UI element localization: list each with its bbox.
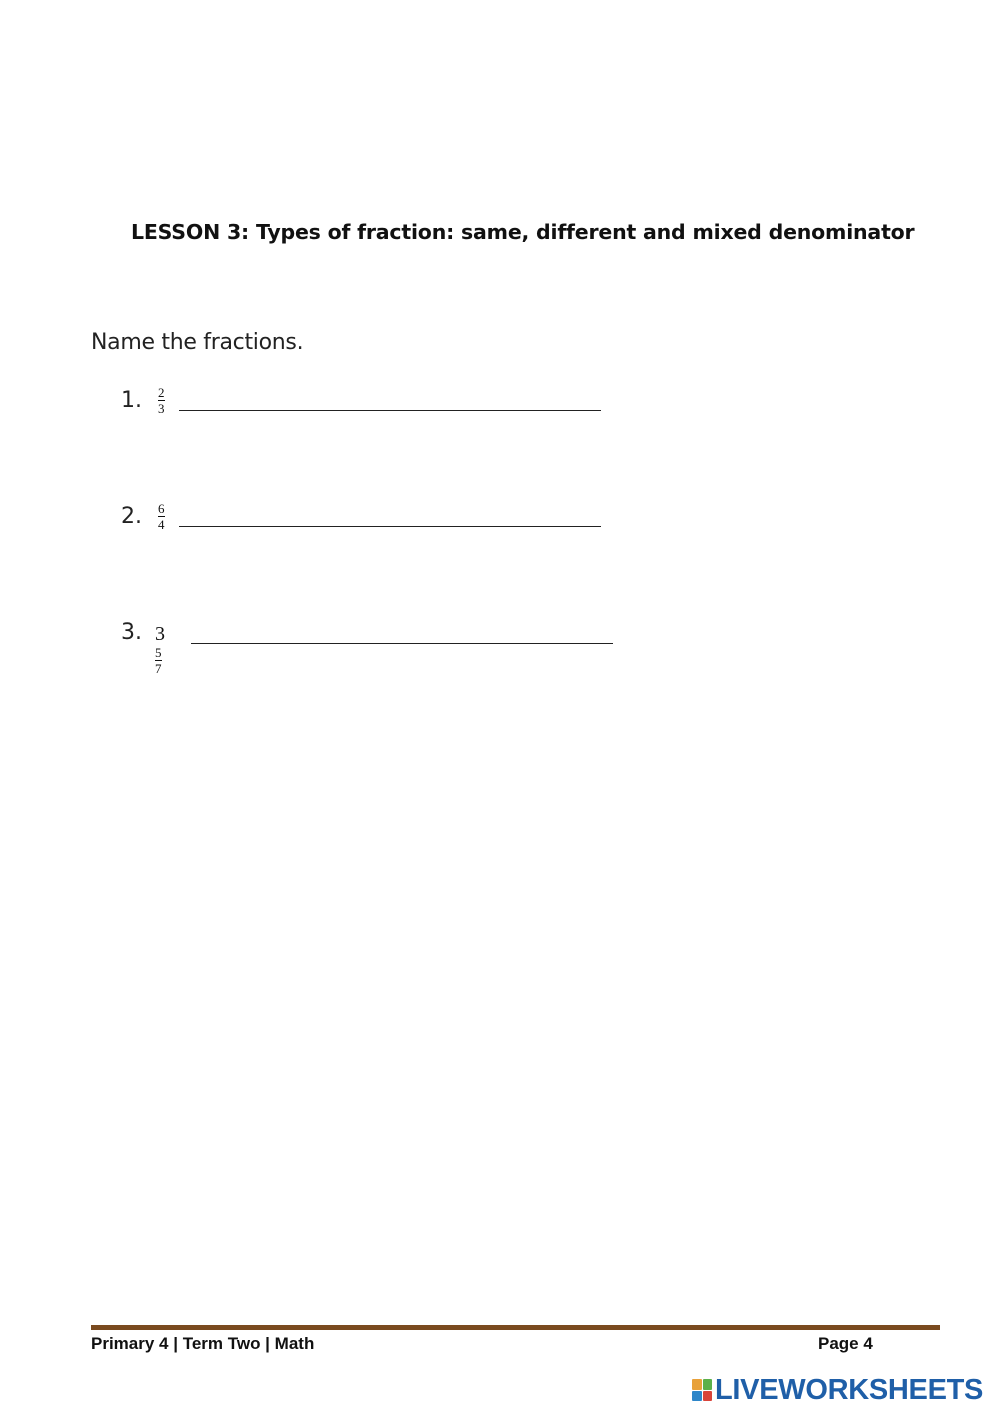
instruction-text: Name the fractions. (91, 330, 304, 355)
numerator: 5 (155, 645, 162, 660)
numerator: 6 (158, 501, 165, 516)
footer-rule (91, 1325, 940, 1330)
fraction-6-4 (158, 502, 165, 534)
page-label: Page (818, 1334, 859, 1353)
liveworksheets-logo-icon (692, 1379, 712, 1401)
answer-line-3[interactable] (191, 643, 613, 644)
fraction-2-3 (158, 386, 165, 418)
question-number: 3. (121, 620, 142, 645)
mixed-fraction-3-5-7 (155, 620, 165, 678)
denominator: 4 (158, 517, 165, 532)
answer-line-1[interactable] (179, 410, 601, 411)
question-number: 1. (121, 388, 142, 413)
denominator: 7 (155, 661, 162, 676)
numerator: 2 (158, 385, 165, 400)
liveworksheets-brand[interactable] (692, 1373, 983, 1407)
whole-number: 3 (155, 623, 165, 645)
footer-course-info: Primary 4 | Term Two | Math (91, 1334, 315, 1353)
footer-page-indicator (818, 1334, 873, 1354)
question-number: 2. (121, 504, 142, 529)
denominator: 3 (158, 401, 165, 416)
lesson-title: LESSON 3: Types of fraction: same, different and mixed denominator (131, 220, 915, 244)
answer-line-2[interactable] (179, 526, 601, 527)
page-number: 4 (863, 1334, 873, 1353)
brand-name: LIVEWORKSHEETS (715, 1373, 984, 1406)
